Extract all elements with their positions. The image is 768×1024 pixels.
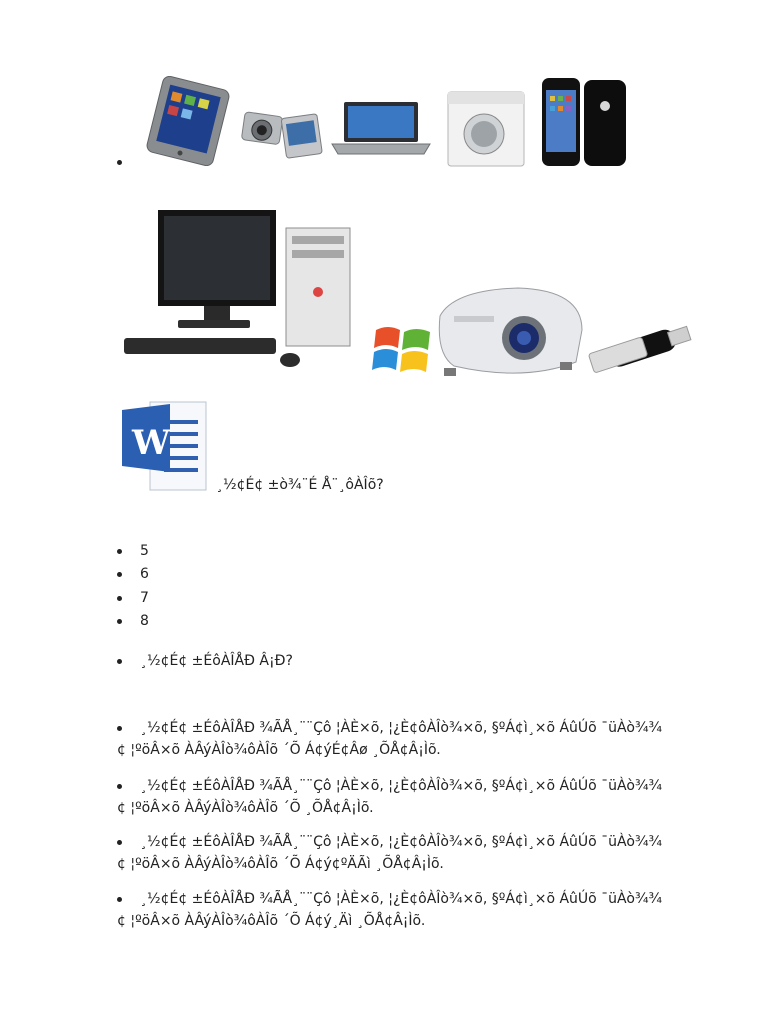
list-bullet — [117, 840, 122, 845]
windows-logo-image — [372, 322, 434, 376]
answer-option-2: 6 — [140, 566, 149, 582]
list-bullet — [117, 572, 122, 577]
answer-long-4-line-1: ¸½¢É¢ ±ÉôÀÎÅÐ ¾ÃÅ¸¨¨Çô ¦ÀÈ×õ, ¦¿È¢ôÀÎò¾×õ, §ºÁ¢ì¸×õ ÁûÚõ ¯üÀò¾¾ — [140, 891, 663, 907]
list-bullet — [117, 726, 122, 731]
list-bullet — [117, 160, 122, 165]
usb-drive-image — [586, 310, 692, 380]
cameras-image — [238, 104, 326, 168]
laptop-image — [330, 100, 432, 158]
list-bullet — [117, 897, 122, 902]
question-1: ¸½¢É¢ ±ò¾¨É Å¨¸ôÀÎõ? — [216, 477, 384, 493]
word-document-icon — [120, 398, 212, 496]
answer-long-2-line-2: ¢ ¦ºöÂ×õ ÀÂýÀÎò¾ôÀÎõ ´Õ ¸ÕÅ¢Â¡Ìõ. — [117, 800, 374, 816]
list-bullet — [117, 619, 122, 624]
svg-text:W: W — [132, 423, 171, 463]
desktop-computer-image — [122, 208, 354, 370]
list-bullet — [117, 596, 122, 601]
answer-long-3-line-1: ¸½¢É¢ ±ÉôÀÎÅÐ ¾ÃÅ¸¨¨Çô ¦ÀÈ×õ, ¦¿È¢ôÀÎò¾×õ, §ºÁ¢ì¸×õ ÁûÚõ ¯üÀò¾¾ — [140, 834, 663, 850]
washing-machine-image — [444, 90, 528, 168]
phones-image — [540, 76, 630, 168]
list-bullet — [117, 659, 122, 664]
answer-long-1-line-2: ¢ ¦ºöÂ×õ ÀÂýÀÎò¾ôÀÎõ ´Õ Á¢ýÉ¢Âø ¸ÕÅ¢Â¡Ìõ. — [117, 742, 441, 758]
answer-long-2-line-1: ¸½¢É¢ ±ÉôÀÎÅÐ ¾ÃÅ¸¨¨Çô ¦ÀÈ×õ, ¦¿È¢ôÀÎò¾×õ, §ºÁ¢ì¸×õ ÁûÚõ ¯üÀò¾¾ — [140, 778, 663, 794]
tablet-image — [144, 76, 232, 166]
answer-option-1: 5 — [140, 543, 149, 559]
list-bullet — [117, 549, 122, 554]
list-bullet — [117, 784, 122, 789]
answer-long-3-line-2: ¢ ¦ºöÂ×õ ÀÂýÀÎò¾ôÀÎõ ´Õ Á¢ý¢ºÄÃì ¸ÕÅ¢Â¡Ìõ. — [117, 856, 444, 872]
answer-long-1-line-1: ¸½¢É¢ ±ÉôÀÎÅÐ ¾ÃÅ¸¨¨Çô ¦ÀÈ×õ, ¦¿È¢ôÀÎò¾×õ, §ºÁ¢ì¸×õ ÁûÚõ ¯üÀò¾¾ — [140, 720, 663, 736]
answer-option-4: 8 — [140, 613, 149, 629]
projector-image — [434, 286, 586, 382]
answer-long-4-line-2: ¢ ¦ºöÂ×õ ÀÂýÀÎò¾ôÀÎõ ´Õ Á¢ý¸Äì ¸ÕÅ¢Â¡Ìõ. — [117, 913, 426, 929]
question-2: ¸½¢É¢ ±ÉôÀÎÅÐ Â¡Ð? — [140, 653, 293, 669]
answer-option-3: 7 — [140, 590, 149, 606]
